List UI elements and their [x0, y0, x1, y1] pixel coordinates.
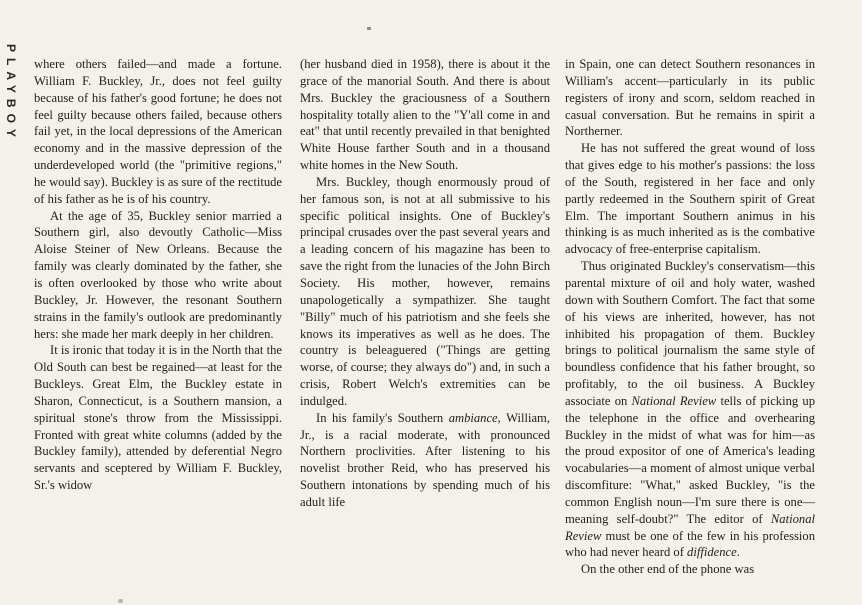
text-column-1	[34, 56, 282, 494]
paragraph: It is ironic that today it is in the North that the Old South can best be regained—at least for the Buckleys. Great Elm, the Buckley estate in Sharon, Connecticut, is a Southern mansion, a spiritual stone's throw from the Mississippi. Fronted with great white columns (added by the Buckley family), attended by deferential Negro servants and sceptered by William F. Buckley, Sr.'s widow	[34, 343, 282, 493]
paragraph: On the other end of the phone was	[581, 562, 755, 577]
paragraph: He has not suffered the great wound of loss that gives edge to his mother's passions: the loss of the South, registered in her face and only partly redeemed in the Southern spirit of Great Elm. The important Southern animus in his thinking is as much inherited as is the combative advocacy of free-enterprise capitalism.	[565, 141, 815, 257]
ink-speck	[118, 599, 123, 603]
paragraph: Mrs. Buckley, though enormously proud of her famous son, is not at all submissive to his specific political insights. One of Buckley's principal crusades over the past several years and a leading concern of his magazine has been to save the right from the lunacies of the John Birch Society. His mother, however, remains unapologetically a sympathizer. She taught "Billy" much of his patriotism and she feels she knows its imperatives as well as he does. The country is beleaguered ("Things are getting worse, of course; they always do") and, in such a crisis, Robert Welch's extremities can be indulged.	[300, 174, 550, 408]
paragraph: in Spain, one can detect Southern resonances in William's accent—particularly in its public registers of irony and scorn, seldom reached in casual conversation. But he remains in spirit a Northerner.	[565, 57, 815, 139]
paragraph: (her husband died in 1958), there is about it the grace of the manorial South. And there is about Mrs. Buckley the graciousness of a Southern hospitality totally alien to the "Y'all come in and eat" that until recently prevailed in that benighted White House farther South and in a thousand white homes in the New South.	[300, 57, 550, 173]
paragraph: At the age of 35, Buckley senior married a Southern girl, also devoutly Catholic—Miss Aloise Steiner of New Orleans. Because the family was clearly dominated by the father, she is often overlooked by those who write about Buckley, Jr. However, the resonant Southern strains in the family's outlook are predominantly hers: she made her mark deeply in her children.	[34, 208, 282, 341]
ink-speck	[367, 27, 371, 30]
paragraph: Thus originated Buckley's conservatism—this parental mixture of oil and holy water, washed down with Southern Comfort. The fact that some of his views are inherited, however, has not inhibited his propagation of them. Buckley brings to political journalism the same style of boundless confidence that his father brought, so profitably, to the oil business. A Buckley associate on National Review tells of picking up the telephone in the office and overhearing Buckley in the midst of what was for him—as the proud expositor of one of America's leading vocabularies—a moment of almost unique verbal discomfiture: "What," asked Buckley, "is the common English noun—I'm sure there is one—meaning self-doubt?" The editor of National Review must be one of the few in his profession who had never heard of diffidence.	[565, 259, 815, 560]
paragraph: where others failed—and made a fortune. William F. Buckley, Jr., does not feel guilty because of his father's good fortune; he does not feel guilty because others failed, because others fail yet, in the local depressions of the American economy and in the massive depression of the underdeveloped world (the "primitive regions," he would say). Buckley is as sure of the rectitude of his father as he is of his country.	[34, 57, 282, 206]
text-column-2	[300, 56, 550, 511]
paragraph: In his family's Southern ambiance, William, Jr., is a racial moderate, with pronounced Northern proclivities. After listening to his novelist brother Reid, who has preserved his Southern intonations by spending much of his adult life	[300, 410, 550, 509]
running-head: PLAYBOY	[4, 44, 18, 143]
text-column-3	[565, 56, 815, 578]
